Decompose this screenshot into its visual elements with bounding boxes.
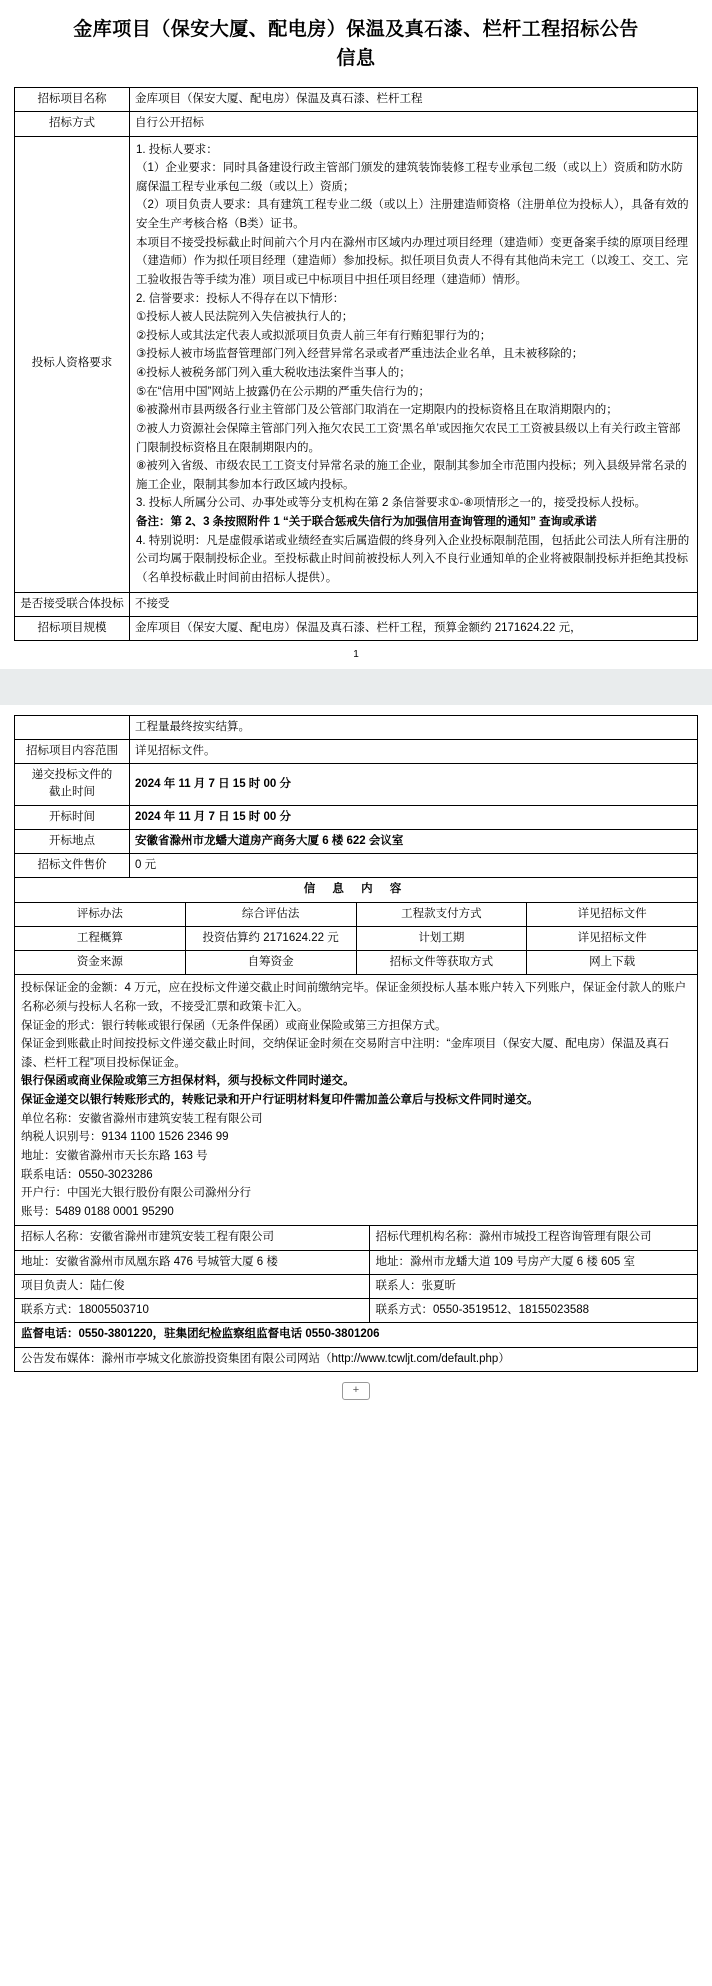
deposit-note-2: 保证金的形式：银行转帐或银行保函（无条件保函）或商业保险或第三方担保方式。 <box>21 1019 447 1032</box>
account-taxpayer-id-value: 9134 1100 1526 2346 99 <box>101 1131 229 1144</box>
table-row <box>15 1274 698 1298</box>
qual-p-10: ⑤在“信用中国”网站上披露仍在公示期的严重失信行为的； <box>136 385 430 398</box>
account-phone <box>21 1166 691 1185</box>
row-value-submission-deadline: 2024 年 11 月 7 日 15 时 00 分 <box>130 764 698 806</box>
row-value-qualification <box>130 136 698 592</box>
agent-name-value: 滁州市城投工程咨询管理有限公司 <box>479 1231 652 1244</box>
qual-p-15-note: 备注：第 2、3 条按照附件 1 “关于联合惩戒失信行为加强信用查询管理的通知” 查询或承诺 <box>136 516 597 528</box>
tenderer-contact-method-label: 联系方式： <box>21 1304 79 1317</box>
tenderer-contact-person-label: 项目负责人： <box>21 1279 90 1292</box>
account-address-value: 安徽省滁州市天长东路 163 号 <box>55 1149 208 1162</box>
tenderer-contact-method-value: 18005503710 <box>78 1304 149 1317</box>
publication-media: 公告发布媒体：滁州市亭城文化旅游投资集团有限公司网站（http://www.tcwljt.com/default.php） <box>15 1347 698 1371</box>
page-title-line1: 金库项目（保安大厦、配电房）保温及真石漆、栏杆工程招标公告 <box>73 19 639 40</box>
row-value-project-scale: 金库项目（保安大厦、配电房）保温及真石漆、栏杆工程，预算金额约 2171624.22 元， <box>130 616 698 640</box>
document-page-1 <box>0 0 712 669</box>
info-content-header: 信 息 内 容 <box>15 878 698 902</box>
agent-contact-method-value: 0550-3519512、18155023588 <box>433 1304 590 1317</box>
row-value-scale-continued: 工程量最终按实结算。 <box>130 715 698 739</box>
qual-p-4: 本项目不接受投标截止时间前六个月内在滁州市区域内办理过项目经理（建造师）变更备案手续的原项目经理（建造师）作为拟任项目经理（建造师）参加投标。拟任项目负责人不得有其他尚未完工（以竣工、交工、完工验收报告等手续为准）项目或已中标项目中担任项目经理（建造师）情形。 <box>136 236 688 286</box>
table-row <box>15 805 698 829</box>
table-row <box>15 1347 698 1371</box>
deposit-bold-note-2: 保证金递交以银行转账形式的，转账记录和开户行证明材料复印件需加盖公章后与投标文件同时递交。 <box>21 1094 539 1106</box>
row-value-opening-place: 安徽省滁州市龙蟠大道房产商务大厦 6 楼 622 会议室 <box>130 829 698 853</box>
table-row <box>15 764 698 806</box>
page-title <box>14 16 698 73</box>
table-row <box>15 616 698 640</box>
row-value-bid-method: 自行公开招标 <box>130 112 698 136</box>
qual-p-1: 1. 投标人要求： <box>136 143 218 156</box>
table-row <box>15 1250 698 1274</box>
cell-schedule-value: 详见招标文件 <box>527 926 698 950</box>
cell-budget-value: 投资估算约 2171624.22 元 <box>185 926 356 950</box>
table-row <box>15 926 698 950</box>
agent-name-label: 招标代理机构名称： <box>375 1231 479 1244</box>
cell-eval-method-label: 评标办法 <box>15 902 186 926</box>
agent-contact-method-label: 联系方式： <box>375 1304 433 1317</box>
tenderer-address <box>15 1250 370 1274</box>
account-bank-label: 开户行： <box>21 1187 67 1200</box>
row-label-opening-time: 开标时间 <box>15 805 130 829</box>
row-label-submission-deadline <box>15 764 130 806</box>
account-number <box>21 1203 691 1222</box>
deposit-note-1: 投标保证金的金额：4 万元，应在投标文件递交截止时间前缴纳完毕。保证金须投标人基本账户转入下列账户，保证金付款人的账户名称必须与投标人名称一致，不接受汇票和政策卡汇入。 <box>21 982 687 1013</box>
info-header-row <box>15 878 698 902</box>
table-row <box>15 739 698 763</box>
account-unit-name-value: 安徽省滁州市建筑安装工程有限公司 <box>78 1112 263 1125</box>
tenderer-name <box>15 1226 370 1250</box>
agent-contact-person-value: 张夏昕 <box>421 1279 456 1292</box>
account-bank <box>21 1184 691 1203</box>
account-taxpayer-id <box>21 1128 691 1147</box>
table-row <box>15 854 698 878</box>
qual-p-7: ②投标人或其法定代表人或拟派项目负责人前三年有行贿犯罪行为的； <box>136 329 492 342</box>
agent-contact-person-label: 联系人： <box>375 1279 422 1292</box>
agent-contact-method <box>369 1299 698 1323</box>
table-row <box>15 951 698 975</box>
account-unit-name-label: 单位名称： <box>21 1112 79 1125</box>
parties-table <box>14 1225 698 1372</box>
cell-doc-access-value: 网上下载 <box>527 951 698 975</box>
announcement-table-part2 <box>14 715 698 879</box>
qual-p-16: 4. 特别说明：凡是虚假承诺或业绩经查实后属造假的终身列入企业投标限制范围，包括此公司法人所有注册的公司均属于限制投标企业。至投标截止时间前被投标人列入不良行业通知单的企业将被限制投标并拒绝其投标（名单投标截止时间前由招标人提供）。 <box>136 534 690 584</box>
agent-address <box>369 1250 698 1274</box>
qual-p-5: 2. 信誉要求：投标人不得存在以下情形： <box>136 292 345 305</box>
table-row <box>15 1323 698 1347</box>
agent-contact-person <box>369 1274 698 1298</box>
table-row <box>15 112 698 136</box>
row-value-joint-bid: 不接受 <box>130 592 698 616</box>
qual-p-11: ⑥被滁州市县两级各行业主管部门及公管部门取消在一定期限内的投标资格且在取消期限内的； <box>136 404 618 417</box>
tenderer-contact-person <box>15 1274 370 1298</box>
table-row <box>15 829 698 853</box>
row-value-doc-price: 0 元 <box>130 854 698 878</box>
tenderer-address-value: 安徽省滁州市凤凰东路 476 号城管大厦 6 楼 <box>55 1255 278 1268</box>
table-row <box>15 88 698 112</box>
deposit-notes <box>15 975 698 1226</box>
cell-budget-label: 工程概算 <box>15 926 186 950</box>
deposit-notes-row <box>15 975 698 1226</box>
row-label-qualification: 投标人资格要求 <box>15 136 130 592</box>
announcement-table-part1 <box>14 87 698 641</box>
row-value-content-scope: 详见招标文件。 <box>130 739 698 763</box>
account-address-label: 地址： <box>21 1149 56 1162</box>
row-value-opening-time: 2024 年 11 月 7 日 15 时 00 分 <box>130 805 698 829</box>
row-label-content-scope: 招标项目内容范围 <box>15 739 130 763</box>
agent-address-value: 滁州市龙蟠大道 109 号房产大厦 6 楼 605 室 <box>410 1255 635 1268</box>
agent-name <box>369 1226 698 1250</box>
table-row <box>15 902 698 926</box>
page-title-line2: 信息 <box>336 47 376 69</box>
account-bank-value: 中国光大银行股份有限公司滁州分行 <box>67 1187 251 1200</box>
cell-payment-value: 详见招标文件 <box>527 902 698 926</box>
tenderer-address-label: 地址： <box>21 1255 56 1268</box>
qual-p-6: ①投标人被人民法院列入失信被执行人的； <box>136 311 354 324</box>
info-content-table <box>14 877 698 975</box>
row-label-joint-bid: 是否接受联合体投标 <box>15 592 130 616</box>
account-phone-value: 0550-3023286 <box>78 1168 153 1181</box>
row-value-project-name: 金库项目（保安大厦、配电房）保温及真石漆、栏杆工程 <box>130 88 698 112</box>
qual-p-13: ⑧被列入省级、市级农民工工资支付异常名录的施工企业，限制其参加全市范围内投标；列入县级异常名录的施工企业，限制其参加本行政区域内投标。 <box>136 460 687 491</box>
row-label-bid-method: 招标方式 <box>15 112 130 136</box>
qual-p-9: ④投标人被税务部门列入重大税收违法案件当事人的； <box>136 367 411 379</box>
qual-p-14: 3. 投标人所属分公司、办事处或等分支机构在第 2 条信誉要求①-⑧项情形之一的，接受投标人投标。 <box>136 497 647 510</box>
cell-eval-method-value: 综合评估法 <box>185 902 356 926</box>
supervision-phone: 监督电话：0550-3801220，驻集团纪检监察组监督电话 0550-3801206 <box>15 1323 698 1347</box>
cell-funding-label: 资金来源 <box>15 951 186 975</box>
table-row <box>15 1226 698 1250</box>
submission-deadline-label-line2: 截止时间 <box>49 786 95 799</box>
table-row-qualification <box>15 136 698 592</box>
account-unit-name <box>21 1110 691 1129</box>
row-label-doc-price: 招标文件售价 <box>15 854 130 878</box>
qual-p-3: （2）项目负责人要求：具有建筑工程专业二级（或以上）注册建造师资格（注册单位为投标人），具备有效的安全生产考核合格（B类）证书。 <box>136 199 689 230</box>
page-separator <box>0 669 712 705</box>
qual-p-12: ⑦被人力资源社会保障主管部门列入拖欠农民工工资‘黑名单’或因拖欠农民工工资被县级以上有关行政主管部门限制投标资格且在限制期限内的。 <box>136 422 681 454</box>
tenderer-contact-person-value: 陆仁俊 <box>90 1279 125 1292</box>
account-taxpayer-id-label: 纳税人识别号： <box>21 1131 102 1144</box>
account-address <box>21 1147 691 1166</box>
add-page-button[interactable]: + <box>342 1382 370 1400</box>
cell-payment-label: 工程款支付方式 <box>356 902 527 926</box>
row-label-project-name: 招标项目名称 <box>15 88 130 112</box>
tenderer-name-label: 招标人名称： <box>21 1231 90 1244</box>
row-label-empty <box>15 715 130 739</box>
account-number-value: 5489 0188 0001 95290 <box>55 1205 174 1218</box>
account-number-label: 账号： <box>21 1205 56 1218</box>
document-page-2 <box>0 705 712 1410</box>
cell-doc-access-label: 招标文件等获取方式 <box>356 951 527 975</box>
tenderer-name-value: 安徽省滁州市建筑安装工程有限公司 <box>90 1231 274 1244</box>
agent-address-label: 地址： <box>375 1255 410 1268</box>
qual-p-8: ③投标人被市场监督管理部门列入经营异常名录或者严重违法企业名单，且未被移除的； <box>136 348 584 361</box>
table-row-scale-continued <box>15 715 698 739</box>
row-label-project-scale: 招标项目规模 <box>15 616 130 640</box>
cell-schedule-label: 计划工期 <box>356 926 527 950</box>
row-label-opening-place: 开标地点 <box>15 829 130 853</box>
submission-deadline-label-line1: 递交投标文件的 <box>31 769 113 781</box>
deposit-note-3: 保证金到账截止时间按投标文件递交截止时间，交纳保证金时须在交易附言中注明：“金库项目（保安大厦、配电房）保温及真石漆、栏杆工程”项目投标保证金。 <box>21 1038 669 1069</box>
account-phone-label: 联系电话： <box>21 1168 79 1181</box>
page-number: 1 <box>353 649 359 660</box>
deposit-table <box>14 974 698 1226</box>
table-row <box>15 1299 698 1323</box>
deposit-bold-note-1: 银行保函或商业保险或第三方担保材料，须与投标文件同时递交。 <box>21 1075 355 1088</box>
cell-funding-value: 自筹资金 <box>185 951 356 975</box>
tenderer-contact-method <box>15 1299 370 1323</box>
table-row <box>15 592 698 616</box>
qual-p-2: （1）企业要求：同时具备建设行政主管部门颁发的建筑装饰装修工程专业承包二级（或以上）资质和防水防腐保温工程专业承包二级（或以上）资质； <box>136 162 683 193</box>
